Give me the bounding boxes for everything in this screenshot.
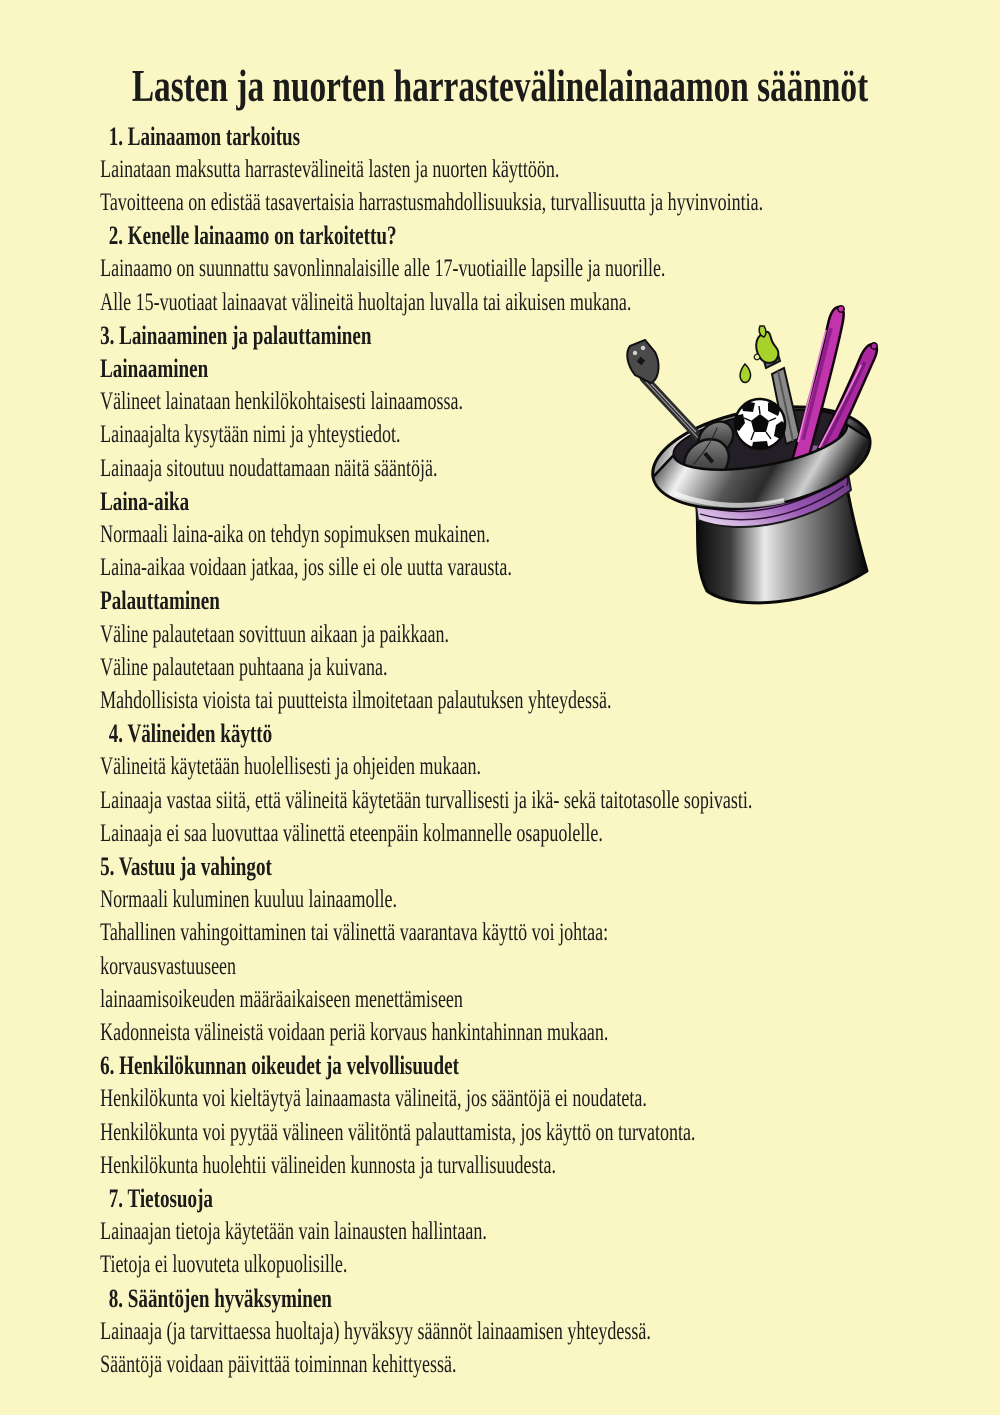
rule-line: Lainaamo on suunnattu savonlinnalaisille alle 17-vuotiaille lapsille ja nuorille. [100, 255, 666, 283]
rule-line: Väline palautetaan sovittuun aikaan ja paikkaan. [100, 620, 449, 648]
rule-line: Lainaajalta kysytään nimi ja yhteystiedot. [100, 421, 401, 449]
rule-line: lainaamisoikeuden määräaikaiseen menettämiseen [100, 985, 463, 1013]
rule-line: Henkilökunta voi kieltäytyä lainaamasta välineitä, jos sääntöjä ei noudateta. [100, 1085, 647, 1113]
rule-line: Väline palautetaan puhtaana ja kuivana. [100, 653, 388, 681]
section-heading: 1. Lainaamon tarkoitus [108, 120, 301, 151]
rule-line: Tietoja ei luovuteta ulkopuolisille. [100, 1251, 348, 1279]
rule-line: Välineet lainataan henkilökohtaisesti lainaamossa. [100, 388, 463, 416]
rule-line: Sääntöjä voidaan päivittää toiminnan kehittyessä. [100, 1351, 457, 1379]
section-heading: 8. Sääntöjen hyväksyminen [108, 1282, 332, 1313]
section-heading: Lainaaminen [100, 352, 209, 383]
section-heading: 7. Tietosuoja [108, 1183, 213, 1213]
rule-line: Tavoitteena on edistää tasavertaisia harrastusmahdollisuuksia, turvallisuutta ja hyvinvointia. [100, 188, 764, 216]
section-heading: Laina-aika [100, 485, 190, 516]
rule-line: Henkilökunta voi pyytää välineen välitöntä palauttamista, jos käyttö on turvatonta. [100, 1118, 696, 1146]
section-heading: 2. Kenelle lainaamo on tarkoitettu? [108, 220, 397, 251]
rule-line: Henkilökunta huolehtii välineiden kunnosta ja turvallisuudesta. [100, 1151, 556, 1179]
page-title: Lasten ja nuorten harrastevälinelainaamon säännöt [131, 61, 869, 111]
rule-line: Alle 15-vuotiaat lainaavat välineitä huoltajan luvalla tai aikuisen mukana. [100, 288, 632, 316]
rule-line: Lainaaja (ja tarvittaessa huoltaja) hyväksyy säännöt lainaamisen yhteydessä. [100, 1317, 651, 1345]
rule-line: Lainaaja sitoutuu noudattamaan näitä sääntöjä. [100, 454, 438, 482]
section-heading: 3. Lainaaminen ja palauttaminen [100, 319, 372, 350]
rule-line: korvausvastuuseen [100, 952, 237, 980]
rule-line: Kadonneista välineistä voidaan periä korvaus hankintahinnan mukaan. [100, 1018, 609, 1046]
rules-list [0, 120, 1000, 1382]
rule-line: Normaali kuluminen kuuluu lainaamolle. [100, 886, 398, 914]
section-heading: 5. Vastuu ja vahingot [100, 850, 272, 881]
section-heading: 4. Välineiden käyttö [108, 718, 273, 749]
rule-line: Lainaajan tietoja käytetään vain lainausten hallintaan. [100, 1218, 487, 1246]
rule-line: Laina-aikaa voidaan jatkaa, jos sille ei ole uutta varausta. [100, 554, 512, 582]
rule-line: Normaali laina-aika on tehdyn sopimuksen mukainen. [100, 520, 490, 548]
rule-line: Välineitä käytetään huolellisesti ja ohjeiden mukaan. [100, 753, 481, 781]
rule-line: Lainaaja vastaa siitä, että välineitä käytetään turvallisesti ja ikä- sekä taitotasolle sopivasti. [100, 786, 753, 814]
rule-line: Lainaaja ei saa luovuttaa välinettä eteenpäin kolmannelle osapuolelle. [100, 819, 603, 847]
rule-line: Mahdollisista vioista tai puutteista ilmoitetaan palautuksen yhteydessä. [100, 686, 612, 714]
rule-line: Tahallinen vahingoittaminen tai välinettä vaarantava käyttö voi johtaa: [100, 919, 609, 947]
section-heading: Palauttaminen [100, 585, 220, 616]
section-heading: 6. Henkilökunnan oikeudet ja velvollisuudet [100, 1050, 459, 1081]
rule-line: Lainataan maksutta harrastevälineitä lasten ja nuorten käyttöön. [100, 155, 560, 183]
